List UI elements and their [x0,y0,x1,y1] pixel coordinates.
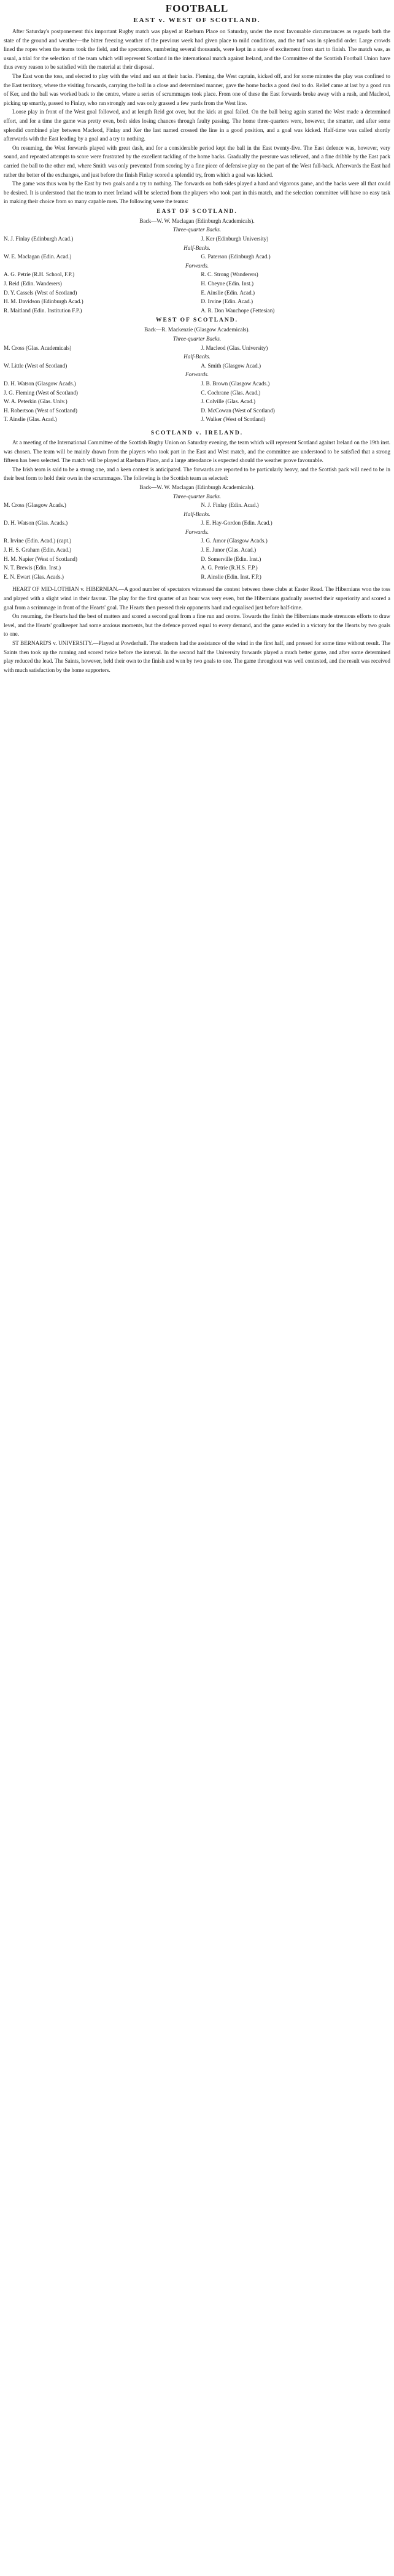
player: J. E. Hay-Gordon (Edin. Acad.) [201,520,272,526]
team-back: Back—W. W. Maclagan (Edinburgh Academicals). [139,217,255,224]
player-row [4,415,390,424]
player: J. Ker (Edinburgh University) [201,236,269,242]
player: D. Irvine (Edin. Acad.) [201,298,253,305]
player-row [4,234,390,244]
article-paragraph: The East won the toss, and elected to play with the wind and sun at their backs. Fleming, the West captain, kicked off, and for some minutes the play was confined to the East territory, where the visiting forwards, carrying the ball in a close and determined manner, gave the home backs a good deal to do. Relief came at last by a good run of Ker, and the ball was worked back to the centre, where a series of scrummages took place. From one of these the East forwards broke away with a rush, and Macleod, picking up smartly, passed to Finlay, who ran strongly and was only grassed a few yards from the West line. [4,72,390,106]
player: D. Somerville (Edin. Inst.) [201,555,261,562]
article-paragraph: On resuming, the West forwards played with great dash, and for a considerable period kept the ball in the East twenty-five. The East defence was, however, very sound, and repeated attempts to score were frustrated by the excellent tackling of the home backs. Gradually the pressure was relieved, and a fine dribble by the East pack carried the ball to the other end, where Smith was only prevented from scoring by a fine piece of defensive play on the part of the West full-back. Afterwards the East had rather the better of the exchanges, and just before the finish Finlay scored a splendid try, from which a goal was kicked. [4,144,390,178]
player: J. Colville (Glas. Acad.) [201,398,256,405]
player: D. H. Watson (Glas. Acads.) [4,520,68,526]
article-paragraph: At a meeting of the International Committee of the Scottish Rugby Union on Saturday evening, the team which will represent Scotland against Ireland on the 19th inst. was chosen. The team will be mainly drawn from the players who took part in the East and West match, and the committee are understood to be satisfied that a strong fifteen has been selected. The match will be played at Raeburn Place, and a large attendance is expected should the weather prove favourable. [4,439,390,464]
position-label: Three-quarter Backs. [172,226,222,233]
article-paragraph: The game was thus won by the East by two goals and a try to nothing. The forwards on both sides played a hard and vigorous game, and the backs were all that could be desired. It is understood that the team to meet Ireland will be selected from the players who took part in this match, and the selection committee will have no easy task in making their choice from so many capable men. The following were the teams: [4,180,390,205]
article-paragraph: HEART OF MID-LOTHIAN v. HIBERNIAN.—A good number of spectators witnessed the contest between these clubs at Easter Road. The Hibernians won the toss and played with a slight wind in their favour. The play for the first quarter of an hour was very even, but the Hibernians gradually asserted their superiority and scored a goal from a scrimmage in front of the Hearts' goal. The Hearts then pressed their opponents hard and equalised just before half-time. [4,586,390,611]
player: W. A. Peterkin (Glas. Univ.) [4,398,68,405]
player: J. G. Fleming (West of Scotland) [4,389,78,396]
player-row [4,536,390,546]
player: W. Little (West of Scotland) [4,362,68,369]
player: J. B. Brown (Glasgow Acads.) [201,380,270,387]
player: J. H. S. Graham (Edin. Acad.) [4,547,72,553]
player-row [4,297,390,306]
section-title: FOOTBALL [165,2,229,14]
player: D. H. Watson (Glasgow Acads.) [4,380,76,387]
position-label: Half-Backs. [183,353,211,360]
article-paragraph: After Saturday's postponement this important Rugby match was played at Raeburn Place on Saturday, under the most favourable circumstances as regards both the state of the ground and weather—the bitter freezing weather of the previous week had given place to mild conditions, and the turf was in splendid order. Large crowds lined the ropes when the teams took the field, and the spectators, numbering several thousands, were kept in a state of excitement from start to finish. The match was, as usual, a trial for the selection of the team which will represent Scotland in the international match against Ireland, and the Committee of the Scottish Football Union have thus every reason to be satisfied with the material at their disposal. [4,28,390,71]
position-label: Forwards. [185,262,209,269]
player-row [4,252,390,261]
player: A. G. Petrie (R.H. School, F.P.) [4,271,75,278]
player: G. Paterson (Edinburgh Acad.) [201,253,271,260]
player-row [4,270,390,279]
player-row [4,519,390,528]
player-row [4,546,390,555]
player-row [4,288,390,298]
newspaper-page [4,2,390,674]
article-paragraph: The Irish team is said to be a strong one, and a keen contest is anticipated. The forwards are reported to be particularly heavy, and the Scottish pack will need to be in their best form to hold their own in the scrummages. The following is the Scottish team as selected: [4,466,390,482]
player: C. Cochrane (Glas. Acad.) [201,389,261,396]
player: H. M. Napier (West of Scotland) [4,555,77,562]
player: A. R. Don Wauchope (Fettesian) [201,307,275,314]
team-heading-east: EAST OF SCOTLAND. [156,208,238,215]
player: D. Y. Cassels (West of Scotland) [4,289,77,296]
article-paragraph: On resuming, the Hearts had the best of matters and scored a second goal from a fine run and centre. Towards the finish the Hibernians made strenuous efforts to draw level, and the Hearts' goalkeeper had some anxious moments, but the defence proved equal to every demand, and the game ended in a victory for the Hearts by two goals to one. [4,613,390,638]
position-label: Forwards. [185,528,209,535]
player: M. Cross (Glasgow Acads.) [4,502,66,509]
player: R. Irvine (Edin. Acad.) (capt.) [4,538,72,544]
position-label: Three-quarter Backs. [172,493,222,499]
player: H. Robertson (West of Scotland) [4,407,77,414]
team-back: Back—W. W. Maclagan (Edinburgh Academicals). [139,484,255,490]
player-row [4,406,390,415]
team-back: Back—R. Mackenzie (Glasgow Academicals). [144,326,250,333]
player: J. G. Amor (Glasgow Acads.) [201,538,268,544]
team-heading-west: WEST OF SCOTLAND. [155,317,239,324]
player: M. Cross (Glas. Academicals) [4,344,72,351]
player-row [4,563,390,573]
player-row [4,344,390,353]
player: J. Reid (Edin. Wanderers) [4,280,62,287]
position-label: Half-Backs. [183,511,211,517]
player-row [4,388,390,398]
player-row [4,573,390,582]
player: N. T. Brewis (Edin. Inst.) [4,565,61,571]
player: H. Cheyne (Edin. Inst.) [201,280,254,287]
player-row [4,279,390,288]
player: W. E. Maclagan (Edin. Acad.) [4,253,72,260]
player: A. Smith (Glasgow Acad.) [201,362,261,369]
player: R. Maitland (Edin. Institution F.P.) [4,307,82,314]
section-heading-scotland-ireland: SCOTLAND v. IRELAND. [150,430,244,436]
article-paragraph: Loose play in front of the West goal followed, and at length Reid got over, but the kick at goal failed. On the ball being again started the West made a determined effort, and for a time the game was pretty even, both sides losing chances through faulty passing. The home three-quarters were, however, the smarter, and after some splendid combined play between Macleod, Finlay and Ker the last named crossed the line in a good position, and a goal was kicked. Half-time was called shortly afterwards with the East leading by a goal and a try to nothing. [4,109,390,142]
article-headline: EAST v. WEST OF SCOTLAND. [133,17,261,24]
position-label: Forwards. [185,371,209,378]
player: A. G. Petrie (R.H.S. F.P.) [201,565,258,571]
player: N. J. Finlay (Edin. Acad.) [201,502,259,509]
player: J. Walker (West of Scotland) [201,416,266,423]
player-row [4,555,390,564]
player-row [4,379,390,388]
position-label: Three-quarter Backs. [172,336,222,342]
player-row [4,501,390,510]
player: R. Ainslie (Edin. Inst. F.P.) [201,573,261,580]
player: R. C. Strong (Wanderers) [201,271,258,278]
player-row [4,361,390,371]
player: H. M. Davidson (Edinburgh Acad.) [4,298,83,305]
player: D. McCowan (West of Scotland) [201,407,275,414]
article-paragraph: ST BERNARD'S v. UNIVERSITY.—Played at Powderhall. The students had the assistance of the wind in the first half, and pressed for some time without result. The Saints then took up the running and scored twice before the interval. In the second half the University forwards played a much better game, and after some determined play reduced the lead. The Saints, however, held their own to the finish and won by two goals to one. The game throughout was well contested, and the result was received with much satisfaction by the home supporters. [4,640,390,673]
player: E. Ainslie (Edin. Acad.) [201,289,255,296]
player: T. Ainslie (Glas. Acad.) [4,416,57,423]
player: J. Macleod (Glas. University) [201,344,268,351]
player: N. J. Finlay (Edinburgh Acad.) [4,236,74,242]
player: J. E. Junor (Glas. Acad.) [201,547,257,553]
position-label: Half-Backs. [183,244,211,251]
player-row [4,397,390,406]
player-row [4,306,390,315]
player: E. N. Ewart (Glas. Acads.) [4,573,64,580]
